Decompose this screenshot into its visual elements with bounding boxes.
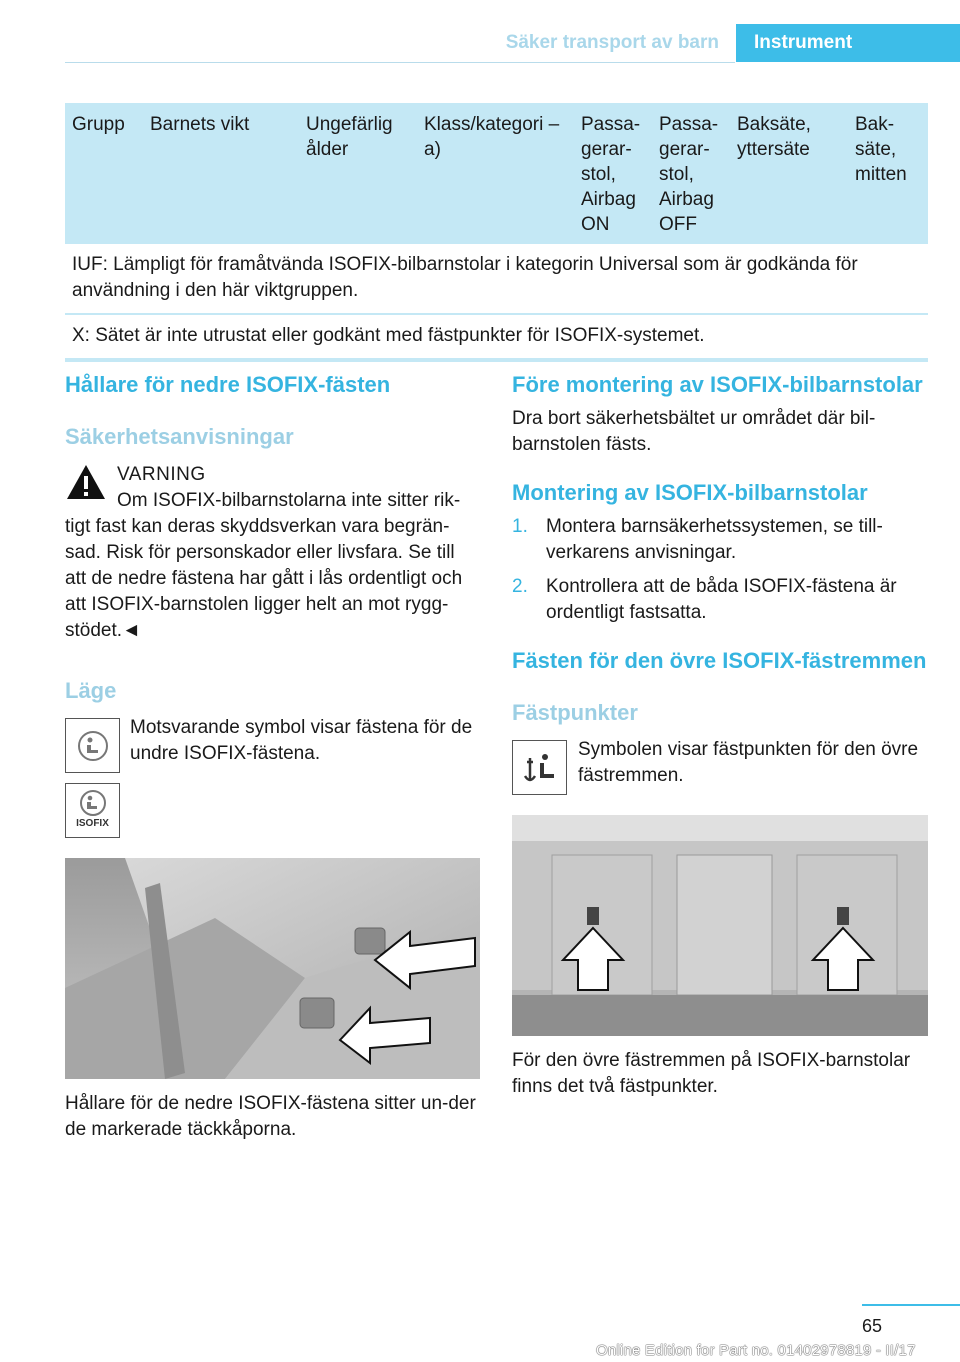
symbol-row [65, 718, 480, 773]
warning-text: Om ISOFIX-bilbarnstolarna inte sitter rik-tigt fast kan deras skyddsverkan vara begrän-sad. Risk för personskador eller livsfara. Se till att de nedre fästena har gått i lås ordentligt och att ISOFIX-barnstolen ligger helt an mot rygg-stödet.◄ [65, 490, 463, 641]
table-header-cell: Bak-säte, mitten [855, 114, 907, 185]
page-number-rule [862, 1304, 960, 1306]
page-number: 65 [862, 1316, 883, 1336]
child-seat-symbol-icon [65, 718, 120, 773]
photo-caption-left: Hållare för de nedre ISOFIX-fästena sitter un-der de markerade täckkåporna. [65, 1093, 476, 1140]
section-heading-before-mounting: Före montering av ISOFIX-bilbarnstolar [512, 372, 923, 397]
header-rule [65, 62, 735, 63]
anchor-symbol-row [512, 740, 928, 795]
table-note-x: X: Sätet är inte utrustat eller godkänt med fästpunkter för ISOFIX-systemet. [65, 315, 928, 362]
table-header-cell: Ungefärlig ålder [306, 114, 393, 160]
anchor-symbol-icon [512, 740, 567, 795]
section-heading-lower-isofix: Hållare för nedre ISOFIX-fästen [65, 372, 391, 397]
subheading-anchor-points: Fästpunkter [512, 700, 638, 725]
table-header-cell: Klass/kategori – a) [424, 114, 560, 160]
warning-title: VARNING [117, 464, 206, 485]
list-item [512, 514, 928, 566]
isofix-symbol-icon [65, 783, 120, 838]
photo-caption-right: För den övre fästremmen på ISOFIX-barnstolar finns det två fästpunkter. [512, 1050, 911, 1097]
step-text: Montera barnsäkerhetssystemen, se till-verkarens anvisningar. [546, 516, 883, 563]
step-number: 1. [512, 516, 528, 537]
section-heading-mounting: Montering av ISOFIX-bilbarnstolar [512, 480, 868, 505]
isofix-table [65, 103, 928, 362]
step-number: 2. [512, 576, 528, 597]
table-header-cell: Barnets vikt [150, 114, 250, 135]
table-header-row [65, 103, 928, 244]
warning-triangle-icon [65, 462, 107, 504]
table-header-cell: Baksäte, yttersäte [737, 114, 811, 160]
before-mounting-text: Dra bort säkerhetsbältet ur området där bil-barnstolen fästs. [512, 408, 876, 455]
section-heading-upper-strap: Fästen för den övre ISOFIX-fästremmen [512, 648, 927, 673]
subheading-location: Läge [65, 678, 117, 703]
trunk-photo [512, 815, 928, 1036]
rear-seat-photo [65, 858, 480, 1079]
symbol-text: Motsvarande symbol visar fästena för de undre ISOFIX-fästena. [130, 717, 473, 764]
edition-footer: Online Edition for Part no. 01402978819 - II/17 [596, 1342, 916, 1359]
right-column [512, 372, 928, 1100]
table-header-cell: Grupp [72, 114, 125, 135]
list-item [512, 574, 928, 626]
step-text: Kontrollera att de båda ISOFIX-fästena är ordentligt fastsatta. [546, 576, 897, 623]
table-header-cell: Passa-gerar-stol, Airbag OFF [659, 114, 719, 235]
anchor-symbol-text: Symbolen visar fästpunkten för den övre fästremmen. [578, 739, 919, 786]
chapter-tab: Instrument [736, 24, 960, 62]
table-header-cell: Passa-gerar-stol, Airbag ON [581, 114, 641, 235]
running-header-section: Säker transport av barn [505, 32, 719, 53]
subheading-safety: Säkerhetsanvisningar [65, 424, 294, 449]
mounting-steps [512, 514, 928, 626]
table-note-iuf: IUF: Lämpligt för framåtvända ISOFIX-bilbarnstolar i kategorin Universal som är godkända för användning i den här viktgruppen. [65, 244, 928, 315]
isofix-symbol-label: ISOFIX [76, 818, 109, 829]
left-column [65, 372, 480, 1143]
